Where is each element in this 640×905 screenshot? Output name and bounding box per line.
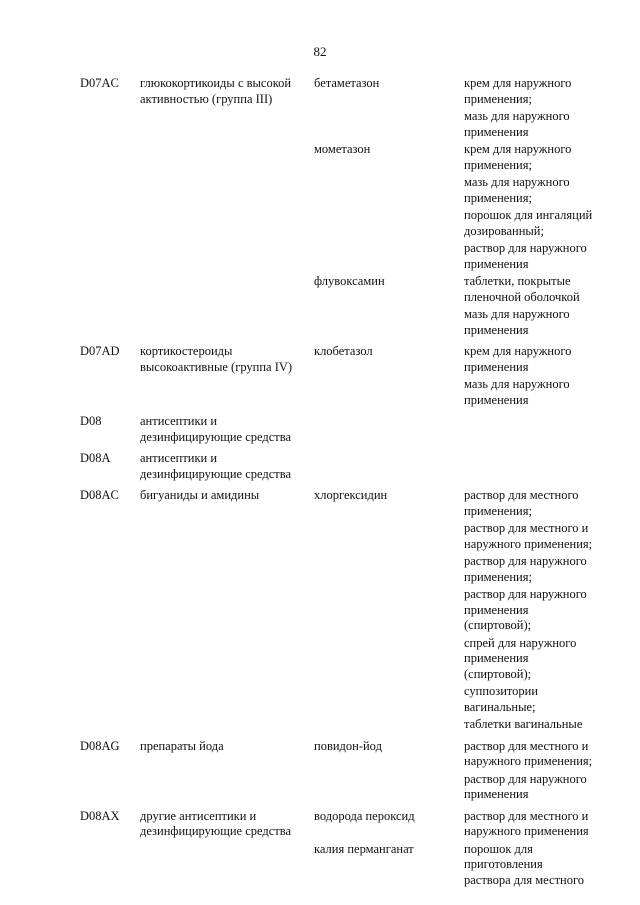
atc-code: D08AG (80, 738, 120, 753)
dosage-form (464, 684, 614, 715)
atc-code: D08AX (80, 808, 120, 823)
drug-entry (0, 488, 640, 733)
dosage-form (464, 377, 614, 408)
dosage-form (464, 208, 614, 239)
dosage-forms (464, 76, 614, 140)
drug-name: клобетазол (314, 344, 373, 358)
dosage-form-line: приготовления (464, 857, 543, 871)
dosage-form (464, 344, 614, 375)
dosage-forms (464, 809, 614, 840)
page-number: 82 (313, 44, 327, 59)
atc-code: D08A (80, 451, 111, 465)
dosage-form-line: мазь для наружного (464, 175, 570, 189)
dosage-form-line: спрей для наружного (464, 635, 577, 650)
group-line: другие антисептики и (140, 808, 257, 823)
atc-group (140, 451, 312, 482)
dosage-form (464, 175, 614, 206)
dosage-form-line: раствор для местного и (464, 521, 589, 535)
drug-entry (0, 739, 640, 803)
dosage-form-line: применения (464, 359, 529, 374)
dosage-form-line: порошок для (464, 841, 533, 856)
group-line: дезинфицирующие средства (140, 429, 292, 444)
dosage-form-line: порошок для ингаляций (464, 208, 593, 222)
group-line: дезинфицирующие средства (140, 466, 292, 481)
table-row (0, 451, 640, 482)
drug-name: водорода пероксид (314, 808, 415, 823)
dosage-form-line: применения (464, 651, 529, 665)
dosage-form-line: применения (464, 787, 529, 801)
dosage-form-line: применения; (464, 91, 532, 106)
dosage-form (464, 488, 614, 519)
group-line: дезинфицирующие средства (140, 824, 292, 838)
dosage-form-line: применения (464, 256, 529, 271)
dosage-form-line: наружного применения; (464, 536, 593, 551)
dosage-form (464, 739, 614, 770)
drug-entry (0, 142, 640, 272)
drug-name: бетаметазон (314, 76, 380, 90)
group-line: активностью (группа III) (140, 91, 273, 106)
atc-code: D07AC (80, 76, 119, 90)
dosage-form-line: мазь для наружного (464, 377, 570, 391)
dosage-form-line: таблетки, покрытые (464, 274, 571, 288)
table-row (0, 488, 640, 733)
dosage-form-line: раствор для местного (464, 488, 579, 502)
dosage-form-line: применения; (464, 503, 532, 518)
dosage-form-line: (спиртовой); (464, 618, 532, 632)
dosage-form-line: крем для наружного (464, 76, 572, 90)
dosage-form-line: наружного применения; (464, 754, 593, 768)
drug-name: мометазон (314, 142, 371, 156)
drug-entry (0, 76, 640, 140)
dosage-form-line: раствор для наружного (464, 771, 587, 786)
drug-entry (0, 842, 640, 889)
dosage-form (464, 809, 614, 840)
dosage-form-line: применения (464, 322, 529, 337)
dosage-forms (464, 739, 614, 803)
dosage-form (464, 842, 614, 889)
dosage-form-line: применения; (464, 157, 532, 172)
drug-list-table (0, 76, 640, 894)
atc-code: D08 (80, 414, 102, 428)
dosage-form-line: применения (464, 602, 529, 617)
group-line: высокоактивные (группа IV) (140, 359, 293, 374)
dosage-form-line: (спиртовой); (464, 666, 532, 681)
drug-name: хлоргексидин (314, 488, 388, 502)
atc-group (140, 414, 312, 445)
dosage-form-line: применения; (464, 569, 532, 584)
dosage-form (464, 307, 614, 338)
table-row (0, 739, 640, 803)
dosage-form-line: мазь для наружного (464, 109, 570, 123)
dosage-form (464, 521, 614, 552)
dosage-form (464, 241, 614, 272)
dosage-form-line: наружного применения (464, 824, 589, 838)
dosage-forms (464, 274, 614, 338)
table-row (0, 414, 640, 445)
dosage-form-line: раствора для местного (464, 872, 585, 887)
dosage-form-line: применения (464, 392, 529, 407)
dosage-form-line: мазь для наружного (464, 307, 570, 321)
dosage-form-line: раствор для наружного (464, 241, 587, 255)
dosage-forms (464, 488, 614, 733)
dosage-form-line: применения (464, 124, 529, 139)
dosage-forms (464, 842, 614, 889)
dosage-forms (464, 142, 614, 272)
dosage-form-line: крем для наружного (464, 344, 572, 358)
dosage-form-line: таблетки вагинальные (464, 717, 583, 731)
table-row (0, 344, 640, 408)
group-line: бигуаниды и амидины (140, 488, 260, 502)
dosage-form-line: раствор для местного и (464, 738, 589, 753)
dosage-form (464, 554, 614, 585)
group-line: кортикостероиды (140, 344, 233, 358)
dosage-form-line: раствор для местного и (464, 808, 589, 823)
dosage-form (464, 587, 614, 634)
drug-name: флувоксамин (314, 274, 385, 288)
dosage-form-line: раствор для наружного (464, 587, 587, 601)
dosage-form-line: вагинальные; (464, 699, 536, 714)
dosage-forms (464, 344, 614, 408)
drug-entry (0, 274, 640, 338)
dosage-form (464, 717, 614, 733)
group-line: глюкокортикоиды с высокой (140, 76, 292, 90)
dosage-form (464, 772, 614, 803)
drug-name: калия перманганат (314, 841, 414, 856)
atc-code: D07AD (80, 344, 120, 358)
dosage-form (464, 274, 614, 305)
group-line: препараты йода (140, 738, 224, 753)
drug-name: повидон-йод (314, 738, 382, 753)
dosage-form (464, 109, 614, 140)
dosage-form-line: пленочной оболочкой (464, 289, 580, 304)
drug-entry (0, 344, 640, 408)
dosage-form-line: дозированный; (464, 223, 544, 238)
drug-entry (0, 809, 640, 840)
table-row (0, 809, 640, 889)
table-row (0, 76, 640, 338)
dosage-form-line: крем для наружного (464, 142, 572, 156)
atc-code: D08AC (80, 488, 119, 502)
dosage-form (464, 142, 614, 173)
dosage-form-line: раствор для наружного (464, 554, 587, 568)
dosage-form-line: суппозитории (464, 684, 539, 698)
dosage-form (464, 636, 614, 683)
group-line: антисептики и (140, 414, 218, 428)
dosage-form-line: применения; (464, 190, 532, 205)
group-line: антисептики и (140, 451, 218, 465)
dosage-form (464, 76, 614, 107)
